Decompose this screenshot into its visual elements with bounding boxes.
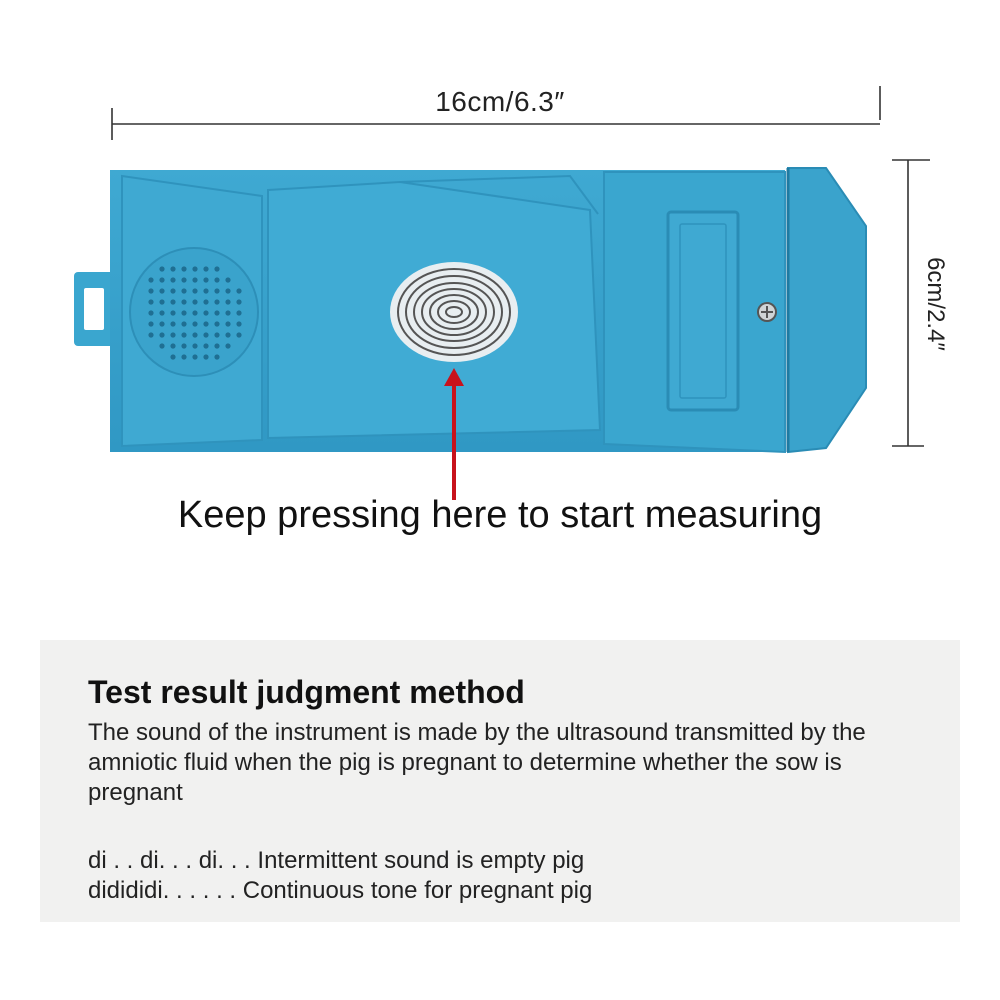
grille-hole (159, 277, 164, 282)
grille-hole (170, 310, 175, 315)
rule-empty-pig: di . . di. . . di. . . Intermittent sound is empty pig (88, 847, 585, 874)
press-instruction-caption: Keep pressing here to start measuring (177, 494, 823, 536)
grille-hole (214, 277, 219, 282)
method-title: Test result judgment method (88, 674, 525, 710)
grille-hole (203, 332, 208, 337)
grille-hole (225, 321, 230, 326)
screw-icon (758, 303, 776, 321)
grille-hole (170, 299, 175, 304)
grille-hole (159, 321, 164, 326)
grille-hole (159, 310, 164, 315)
grille-hole (214, 354, 219, 359)
grille-hole (181, 288, 186, 293)
grille-hole (214, 321, 219, 326)
grille-hole (236, 299, 241, 304)
grille-hole (181, 299, 186, 304)
grille-hole (181, 277, 186, 282)
grille-hole (192, 299, 197, 304)
grille-hole (214, 332, 219, 337)
grille-hole (170, 266, 175, 271)
grille-hole (170, 354, 175, 359)
grille-hole (170, 321, 175, 326)
fingerprint-icon (390, 262, 518, 362)
grille-hole (203, 321, 208, 326)
grille-hole (236, 332, 241, 337)
grille-hole (181, 266, 186, 271)
grille-hole (236, 288, 241, 293)
grille-hole (170, 332, 175, 337)
grille-hole (148, 310, 153, 315)
grille-hole (203, 310, 208, 315)
grille-hole (203, 299, 208, 304)
grille-hole (192, 310, 197, 315)
probe-head (788, 168, 866, 452)
grille-hole (192, 288, 197, 293)
grille-hole (214, 310, 219, 315)
grille-hole (236, 321, 241, 326)
grille-hole (192, 343, 197, 348)
grille-hole (225, 310, 230, 315)
grille-hole (181, 354, 186, 359)
display-window (668, 212, 738, 410)
grille-hole (225, 288, 230, 293)
grille-hole (192, 277, 197, 282)
grille-hole (181, 343, 186, 348)
grille-hole (159, 343, 164, 348)
grille-hole (203, 343, 208, 348)
grille-hole (203, 288, 208, 293)
grille-hole (225, 277, 230, 282)
hanging-loop (74, 272, 114, 346)
method-panel (40, 640, 960, 922)
grille-hole (181, 310, 186, 315)
grille-hole (236, 310, 241, 315)
grille-hole (148, 277, 153, 282)
grille-hole (159, 299, 164, 304)
height-dimension-label: 6cm/2.4″ (922, 257, 949, 351)
width-dimension-label: 16cm/6.3″ (435, 86, 565, 117)
grille-hole (214, 288, 219, 293)
grille-hole (170, 343, 175, 348)
rule-pregnant-pig: didididi. . . . . . Continuous tone for pregnant pig (88, 877, 593, 904)
grille-hole (159, 266, 164, 271)
grille-hole (159, 332, 164, 337)
grille-hole (192, 321, 197, 326)
grille-hole (148, 321, 153, 326)
grille-hole (225, 299, 230, 304)
grille-hole (214, 343, 219, 348)
grille-hole (203, 354, 208, 359)
speaker-grille-icon (130, 248, 258, 376)
grille-hole (225, 332, 230, 337)
grille-hole (192, 354, 197, 359)
grille-hole (225, 343, 230, 348)
method-description: The sound of the instrument is made by the ultrasound transmitted by the amniotic fluid when the pig is pregnant to determine whether the sow is pregnant (88, 719, 866, 806)
grille-hole (192, 332, 197, 337)
grille-hole (181, 321, 186, 326)
grille-hole (170, 288, 175, 293)
grille-hole (148, 288, 153, 293)
grille-hole (159, 288, 164, 293)
grille-hole (148, 332, 153, 337)
grille-hole (170, 277, 175, 282)
grille-hole (214, 266, 219, 271)
grille-hole (214, 299, 219, 304)
grille-hole (203, 266, 208, 271)
method-rules (88, 846, 912, 906)
grille-hole (192, 266, 197, 271)
grille-hole (181, 332, 186, 337)
grille-hole (148, 299, 153, 304)
grille-hole (203, 277, 208, 282)
